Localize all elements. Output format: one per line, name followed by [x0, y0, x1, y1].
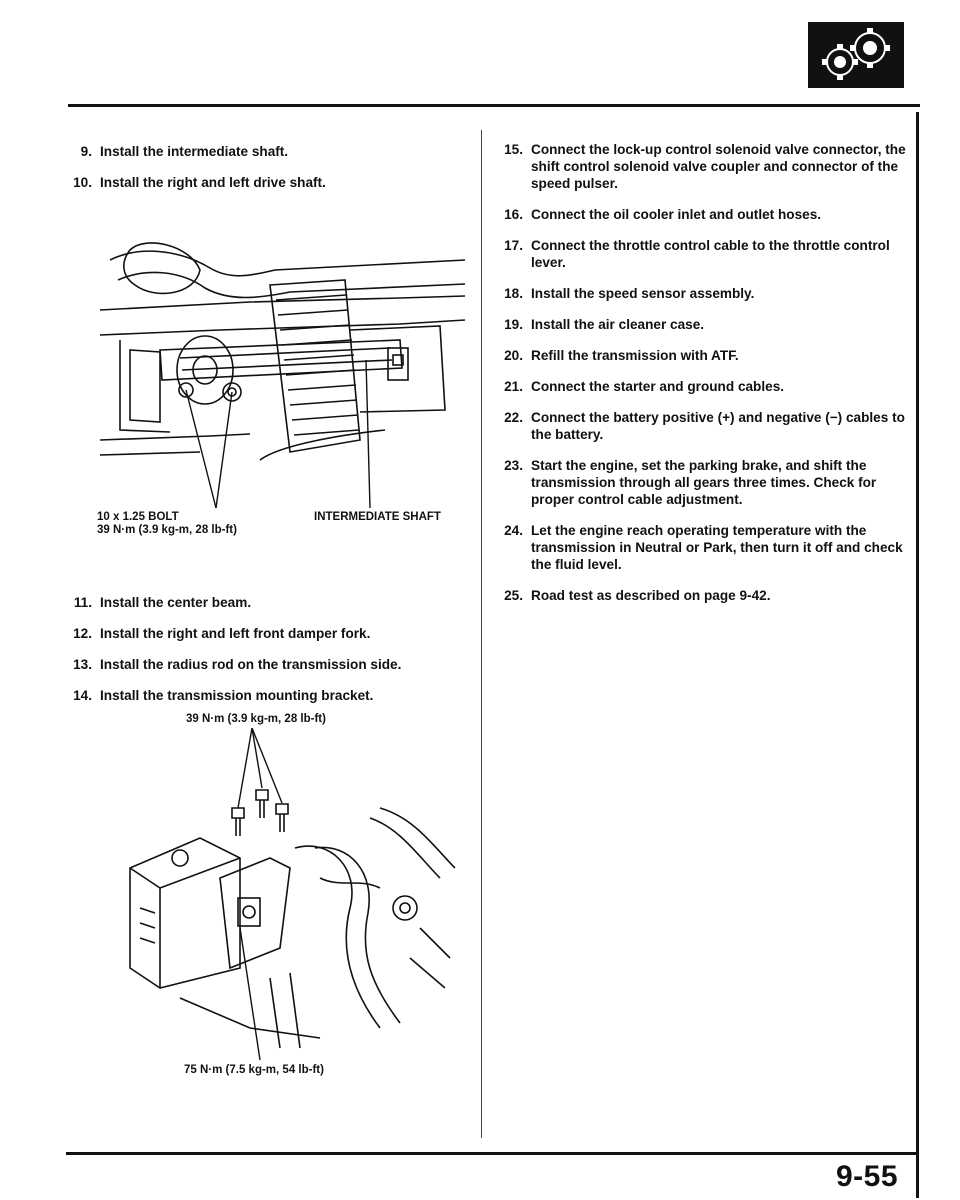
mounting-bracket-illustration [120, 728, 460, 1068]
list-item: 11. Install the center beam. [73, 595, 252, 610]
list-item: 15. Connect the lock-up control solenoid valve connector, the shift control solenoid valve coupler and connector of the speed pulser. [504, 142, 906, 191]
bolt-label: 10 x 1.25 BOLT [97, 511, 179, 523]
intermediate-shaft-label: INTERMEDIATE SHAFT [314, 511, 441, 523]
list-item: 19. Install the air cleaner case. [504, 317, 705, 332]
list-item: 12. Install the right and left front damper fork. [73, 626, 371, 641]
list-item: 23. Start the engine, set the parking brake, and shift the transmission through all gears three times. Check for proper control cable adjustment. [504, 458, 877, 507]
list-item: 14. Install the transmission mounting bracket. [73, 688, 374, 703]
list-item: 20. Refill the transmission with ATF. [504, 348, 739, 363]
frame-right-rule [916, 112, 919, 1198]
transmission-gears-icon [808, 22, 904, 88]
header-rule [68, 104, 920, 107]
steps-list-right [497, 141, 907, 618]
intermediate-shaft-illustration [100, 240, 470, 520]
list-item: 25. Road test as described on page 9-42. [504, 588, 771, 603]
page-number: 9-55 [836, 1160, 899, 1193]
bracket-bolt-torque-label: 39 N·m (3.9 kg-m, 28 lb-ft) [186, 713, 326, 725]
bolt-torque-label: 39 N·m (3.9 kg-m, 28 lb-ft) [97, 524, 237, 536]
list-item: 9. Install the intermediate shaft. [80, 144, 289, 159]
steps-list-left-bottom [66, 594, 476, 718]
bracket-nut-torque-label: 75 N·m (7.5 kg-m, 54 lb-ft) [184, 1064, 324, 1076]
list-item: 24. Let the engine reach operating temperature with the transmission in Neutral or Park, then turn it off and check the fluid level. [504, 523, 903, 572]
column-divider [481, 130, 482, 1138]
list-item: 13. Install the radius rod on the transmission side. [73, 657, 402, 672]
list-item: 21. Connect the starter and ground cables. [504, 379, 785, 394]
list-item: 10. Install the right and left drive shaft. [73, 175, 326, 190]
footer-rule [66, 1152, 919, 1155]
list-item: 17. Connect the throttle control cable to the throttle control lever. [504, 238, 890, 270]
list-item: 16. Connect the oil cooler inlet and outlet hoses. [504, 207, 822, 222]
list-item: 18. Install the speed sensor assembly. [504, 286, 755, 301]
list-item: 22. Connect the battery positive (+) and negative (−) cables to the battery. [504, 410, 905, 442]
steps-list-left-top [66, 143, 466, 205]
